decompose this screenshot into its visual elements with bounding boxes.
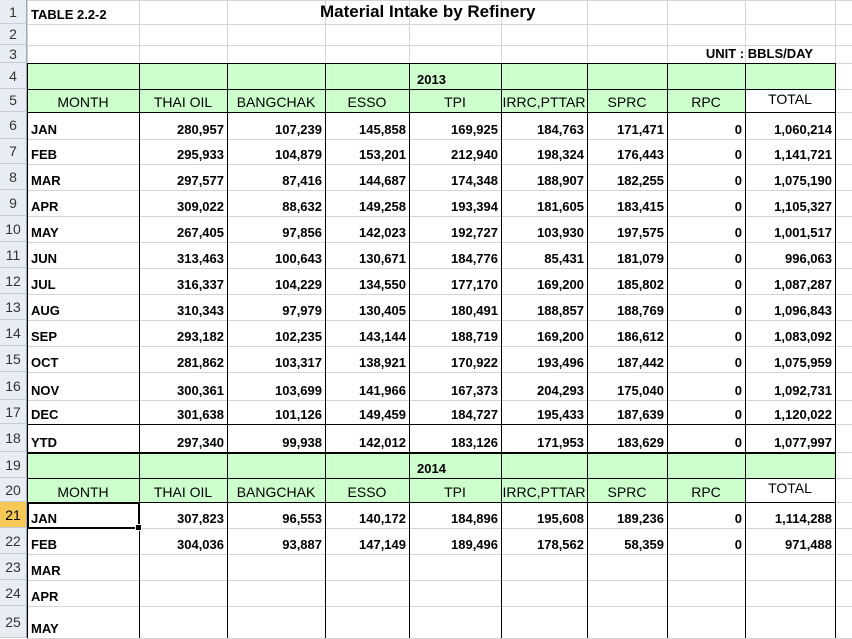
value-cell[interactable] <box>409 606 501 638</box>
value-cell[interactable]: 104,229 <box>275 277 322 292</box>
value-cell[interactable]: 197,575 <box>617 225 664 240</box>
value-cell[interactable]: 187,639 <box>617 407 664 422</box>
value-cell[interactable]: 171,471 <box>617 122 664 137</box>
value-cell[interactable]: 170,922 <box>451 355 498 370</box>
row-header-20[interactable]: 20 <box>0 478 27 502</box>
row-header-21[interactable]: 21 <box>0 502 27 528</box>
table-border <box>27 63 28 638</box>
ytd-value[interactable]: 1,077,997 <box>774 435 832 450</box>
row-header-8[interactable]: 8 <box>0 164 27 190</box>
month-cell[interactable]: JUL <box>31 277 56 292</box>
value-cell[interactable] <box>501 554 587 580</box>
value-cell[interactable]: 186,612 <box>617 329 664 344</box>
column-header[interactable]: RPC <box>691 94 721 110</box>
value-cell[interactable]: 180,491 <box>451 303 498 318</box>
column-header[interactable]: TOTAL <box>768 480 812 496</box>
value-cell[interactable]: 1,083,092 <box>774 329 832 344</box>
row-header-19[interactable]: 19 <box>0 452 27 478</box>
column-header[interactable]: TOTAL <box>768 91 812 107</box>
value-cell[interactable]: 188,907 <box>537 173 584 188</box>
value-cell[interactable]: 301,638 <box>177 407 224 422</box>
value-cell[interactable]: 103,699 <box>275 383 322 398</box>
value-cell[interactable]: 195,433 <box>537 407 584 422</box>
value-cell[interactable]: 189,236 <box>617 511 664 526</box>
value-cell[interactable]: 145,858 <box>359 122 406 137</box>
value-cell[interactable]: 97,979 <box>282 303 322 318</box>
column-header[interactable]: ESSO <box>347 94 387 110</box>
value-cell[interactable]: 0 <box>734 277 742 292</box>
value-cell[interactable]: 0 <box>734 251 742 266</box>
value-cell[interactable]: 96,553 <box>282 511 322 526</box>
value-cell[interactable]: 0 <box>734 147 742 162</box>
column-header[interactable]: TPI <box>444 94 466 110</box>
value-cell[interactable]: 1,096,843 <box>774 303 832 318</box>
value-cell[interactable] <box>325 580 409 606</box>
column-header[interactable]: MONTH <box>57 94 109 110</box>
value-cell[interactable]: 149,258 <box>359 199 406 214</box>
value-cell[interactable]: 178,562 <box>537 537 584 552</box>
ytd-label[interactable]: YTD <box>31 435 57 450</box>
unit-label: UNIT : BBLS/DAY <box>705 46 813 61</box>
row-header-15[interactable]: 15 <box>0 346 27 372</box>
column-header[interactable]: RPC <box>691 484 721 500</box>
year-label: 2014 <box>417 461 446 476</box>
value-cell[interactable] <box>409 580 501 606</box>
value-cell[interactable]: 101,126 <box>275 407 322 422</box>
value-cell[interactable]: 0 <box>734 407 742 422</box>
month-cell[interactable]: DEC <box>31 407 59 422</box>
value-cell[interactable]: 188,857 <box>537 303 584 318</box>
value-cell[interactable]: 1,141,721 <box>774 147 832 162</box>
value-cell[interactable]: 300,361 <box>177 383 224 398</box>
row-header-5[interactable]: 5 <box>0 89 27 112</box>
month-cell[interactable]: JUN <box>31 251 58 266</box>
value-cell[interactable]: 181,605 <box>537 199 584 214</box>
row-header-25[interactable]: 25 <box>0 606 27 638</box>
value-cell[interactable]: 134,550 <box>359 277 406 292</box>
value-cell[interactable]: 88,632 <box>282 199 322 214</box>
column-header[interactable]: THAI OIL <box>153 484 213 500</box>
value-cell[interactable]: 297,577 <box>177 173 224 188</box>
month-cell[interactable]: SEP <box>31 329 58 344</box>
table-id: TABLE 2.2-2 <box>31 7 107 22</box>
value-cell[interactable]: 1,075,959 <box>774 355 832 370</box>
value-cell[interactable]: 212,940 <box>451 147 498 162</box>
column-header[interactable]: MONTH <box>57 484 109 500</box>
value-cell[interactable]: 189,496 <box>451 537 498 552</box>
value-cell[interactable]: 103,317 <box>275 355 322 370</box>
value-cell[interactable]: 144,687 <box>359 173 406 188</box>
value-cell[interactable]: 313,463 <box>177 251 224 266</box>
value-cell[interactable]: 169,200 <box>537 329 584 344</box>
month-cell[interactable]: NOV <box>31 383 60 398</box>
value-cell[interactable]: 1,105,327 <box>774 199 832 214</box>
value-cell[interactable]: 153,201 <box>359 147 406 162</box>
value-cell[interactable] <box>501 606 587 638</box>
table-border <box>27 478 835 479</box>
value-cell[interactable] <box>227 606 325 638</box>
value-cell[interactable]: 307,823 <box>177 511 224 526</box>
row-gridline <box>27 24 852 25</box>
value-cell[interactable]: 293,182 <box>177 329 224 344</box>
row-header-12[interactable]: 12 <box>0 268 27 294</box>
value-cell[interactable]: 107,239 <box>275 122 322 137</box>
value-cell[interactable]: 193,496 <box>537 355 584 370</box>
value-cell[interactable]: 174,348 <box>451 173 498 188</box>
value-cell[interactable]: 1,060,214 <box>774 122 832 137</box>
value-cell[interactable] <box>325 606 409 638</box>
row-header-17[interactable]: 17 <box>0 400 27 424</box>
value-cell[interactable]: 195,608 <box>537 511 584 526</box>
value-cell[interactable]: 185,802 <box>617 277 664 292</box>
ytd-value[interactable]: 183,126 <box>451 435 498 450</box>
value-cell[interactable]: 192,727 <box>451 225 498 240</box>
value-cell[interactable]: 971,488 <box>785 537 832 552</box>
value-cell[interactable] <box>325 554 409 580</box>
value-cell[interactable]: 1,075,190 <box>774 173 832 188</box>
value-cell[interactable]: 142,023 <box>359 225 406 240</box>
value-cell[interactable]: 0 <box>734 537 742 552</box>
value-cell[interactable] <box>227 580 325 606</box>
month-cell[interactable]: MAY <box>31 621 59 636</box>
column-header[interactable]: IRRC,PTTAR <box>502 94 586 110</box>
column-header[interactable]: BANGCHAK <box>236 94 316 110</box>
table-border <box>27 63 835 64</box>
value-cell[interactable]: 184,776 <box>451 251 498 266</box>
value-cell[interactable]: 309,022 <box>177 199 224 214</box>
row-header-10[interactable]: 10 <box>0 216 27 242</box>
month-cell[interactable]: FEB <box>31 537 57 552</box>
active-cell[interactable] <box>27 502 140 529</box>
value-cell[interactable]: 169,200 <box>537 277 584 292</box>
ytd-value[interactable]: 99,938 <box>282 435 322 450</box>
value-cell[interactable]: 140,172 <box>359 511 406 526</box>
column-header[interactable]: TPI <box>444 484 466 500</box>
row-header-7[interactable]: 7 <box>0 139 27 164</box>
value-cell[interactable]: 138,921 <box>359 355 406 370</box>
value-cell[interactable] <box>587 606 667 638</box>
value-cell[interactable]: 141,966 <box>359 383 406 398</box>
value-cell[interactable]: 130,671 <box>359 251 406 266</box>
value-cell[interactable]: 0 <box>734 199 742 214</box>
table-border <box>27 502 835 503</box>
month-cell[interactable]: JAN <box>31 511 58 526</box>
month-cell[interactable]: OCT <box>31 355 59 370</box>
value-cell[interactable]: 181,079 <box>617 251 664 266</box>
value-cell[interactable] <box>587 580 667 606</box>
value-cell[interactable]: 1,120,022 <box>774 407 832 422</box>
value-cell[interactable] <box>139 554 227 580</box>
table-border <box>27 89 835 90</box>
value-cell[interactable]: 0 <box>734 355 742 370</box>
row-header-13[interactable]: 13 <box>0 294 27 320</box>
row-header-3[interactable]: 3 <box>0 45 27 63</box>
value-cell[interactable]: 85,431 <box>544 251 584 266</box>
value-cell[interactable]: 204,293 <box>537 383 584 398</box>
value-cell[interactable]: 198,324 <box>537 147 584 162</box>
value-cell[interactable]: 0 <box>734 383 742 398</box>
value-cell[interactable]: 130,405 <box>359 303 406 318</box>
value-cell[interactable] <box>409 554 501 580</box>
value-cell[interactable]: 1,087,287 <box>774 277 832 292</box>
value-cell[interactable]: 103,930 <box>537 225 584 240</box>
value-cell[interactable]: 93,887 <box>282 537 322 552</box>
value-cell[interactable]: 97,856 <box>282 225 322 240</box>
ytd-value[interactable]: 297,340 <box>177 435 224 450</box>
value-cell[interactable] <box>139 606 227 638</box>
column-header[interactable]: THAI OIL <box>153 94 213 110</box>
month-cell[interactable]: FEB <box>31 147 57 162</box>
value-cell[interactable]: 267,405 <box>177 225 224 240</box>
value-cell[interactable]: 184,896 <box>451 511 498 526</box>
value-cell[interactable]: 147,149 <box>359 537 406 552</box>
value-cell[interactable]: 1,114,288 <box>774 511 832 526</box>
value-cell[interactable]: 310,343 <box>177 303 224 318</box>
value-cell[interactable]: 175,040 <box>617 383 664 398</box>
table-border <box>27 424 835 425</box>
table-border <box>409 63 410 638</box>
value-cell[interactable] <box>745 606 835 638</box>
ytd-value[interactable]: 183,629 <box>617 435 664 450</box>
month-cell[interactable]: MAR <box>31 173 61 188</box>
value-cell[interactable] <box>501 580 587 606</box>
value-cell[interactable] <box>227 554 325 580</box>
value-cell[interactable]: 281,862 <box>177 355 224 370</box>
column-header[interactable]: ESSO <box>347 484 387 500</box>
row-header-22[interactable]: 22 <box>0 528 27 554</box>
table-border <box>745 63 746 638</box>
value-cell[interactable]: 184,763 <box>537 122 584 137</box>
value-cell[interactable]: 177,170 <box>451 277 498 292</box>
value-cell[interactable]: 304,036 <box>177 537 224 552</box>
year-label: 2013 <box>417 72 446 87</box>
value-cell[interactable] <box>745 580 835 606</box>
row-header-14[interactable]: 14 <box>0 320 27 346</box>
value-cell[interactable]: 316,337 <box>177 277 224 292</box>
value-cell[interactable]: 193,394 <box>451 199 498 214</box>
ytd-value[interactable]: 142,012 <box>359 435 406 450</box>
row-header-2[interactable]: 2 <box>0 24 27 45</box>
month-cell[interactable]: APR <box>31 199 59 214</box>
value-cell[interactable]: 0 <box>734 329 742 344</box>
table-border <box>835 63 836 638</box>
value-cell[interactable] <box>587 554 667 580</box>
month-cell[interactable]: AUG <box>31 303 60 318</box>
table-border <box>501 63 502 638</box>
value-cell[interactable]: 100,643 <box>275 251 322 266</box>
sheet-title: Material Intake by Refinery <box>320 2 536 21</box>
value-cell[interactable]: 1,001,517 <box>774 225 832 240</box>
value-cell[interactable]: 58,359 <box>624 537 664 552</box>
table-border <box>667 63 668 638</box>
value-cell[interactable]: 102,235 <box>275 329 322 344</box>
row-header-24[interactable]: 24 <box>0 580 27 606</box>
value-cell[interactable]: 176,443 <box>617 147 664 162</box>
value-cell[interactable]: 1,092,731 <box>774 383 832 398</box>
value-cell[interactable] <box>139 580 227 606</box>
value-cell[interactable]: 280,957 <box>177 122 224 137</box>
value-cell[interactable]: 169,925 <box>451 122 498 137</box>
row-header-18[interactable]: 18 <box>0 424 27 452</box>
row-header-11[interactable]: 11 <box>0 242 27 268</box>
table-border <box>27 112 835 113</box>
column-header[interactable]: SPRC <box>607 484 647 500</box>
value-cell[interactable]: 295,933 <box>177 147 224 162</box>
row-header-9[interactable]: 9 <box>0 190 27 216</box>
row-header-1[interactable]: 1 <box>0 0 27 24</box>
ytd-value[interactable]: 171,953 <box>537 435 584 450</box>
month-cell[interactable]: APR <box>31 589 59 604</box>
month-cell[interactable]: JAN <box>31 122 58 137</box>
value-cell[interactable]: 87,416 <box>282 173 322 188</box>
column-header[interactable]: IRRC,PTTAR <box>502 484 586 500</box>
value-cell[interactable]: 183,415 <box>617 199 664 214</box>
column-header[interactable]: BANGCHAK <box>236 484 316 500</box>
ytd-value[interactable]: 0 <box>734 435 742 450</box>
value-cell[interactable]: 143,144 <box>359 329 406 344</box>
month-cell[interactable]: MAR <box>31 563 61 578</box>
value-cell[interactable] <box>667 554 745 580</box>
row-header-23[interactable]: 23 <box>0 554 27 580</box>
value-cell[interactable] <box>667 580 745 606</box>
table-border <box>227 63 228 638</box>
value-cell[interactable]: 184,727 <box>451 407 498 422</box>
row-header-4[interactable]: 4 <box>0 63 27 89</box>
column-header[interactable]: SPRC <box>607 94 647 110</box>
row-header-16[interactable]: 16 <box>0 372 27 400</box>
row-header-6[interactable]: 6 <box>0 112 27 139</box>
value-cell[interactable]: 188,719 <box>451 329 498 344</box>
month-cell[interactable]: MAY <box>31 225 59 240</box>
value-cell[interactable]: 0 <box>734 511 742 526</box>
value-cell[interactable]: 104,879 <box>275 147 322 162</box>
table-border <box>27 453 835 454</box>
value-cell[interactable]: 0 <box>734 173 742 188</box>
value-cell[interactable]: 182,255 <box>617 173 664 188</box>
table-border <box>325 63 326 638</box>
value-cell[interactable]: 0 <box>734 122 742 137</box>
table-border <box>587 63 588 638</box>
value-cell[interactable] <box>667 606 745 638</box>
table-border <box>139 63 140 638</box>
value-cell[interactable]: 0 <box>734 303 742 318</box>
value-cell[interactable]: 167,373 <box>451 383 498 398</box>
value-cell[interactable]: 996,063 <box>785 251 832 266</box>
value-cell[interactable]: 187,442 <box>617 355 664 370</box>
value-cell[interactable]: 188,769 <box>617 303 664 318</box>
value-cell[interactable]: 149,459 <box>359 407 406 422</box>
value-cell[interactable] <box>745 554 835 580</box>
value-cell[interactable]: 0 <box>734 225 742 240</box>
